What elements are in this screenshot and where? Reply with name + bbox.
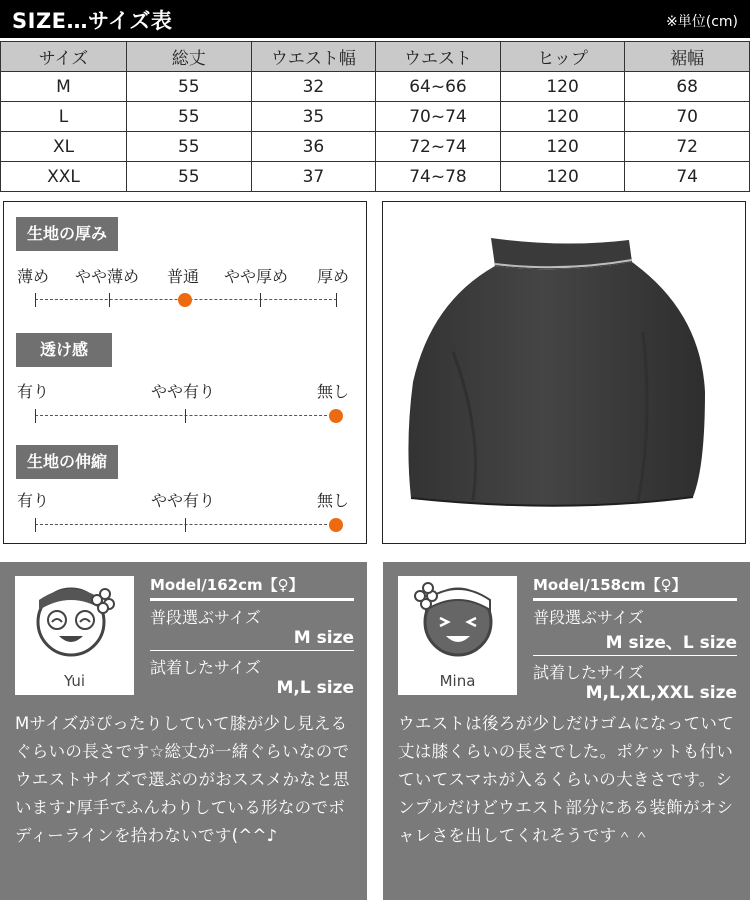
table-cell: 55 xyxy=(127,72,252,102)
scale-tick xyxy=(35,409,36,423)
scale-tick xyxy=(109,293,110,307)
model-comment-yui: Mサイズがぴったりしていて膝が少し見えるぐらいの長さです☆総丈が一緒ぐらいなのでウエストサイズで選ぶのがおススメかなと思います♪厚手でふんわりしている形なのでボディーラインを拾わないです(^^♪ xyxy=(15,714,350,845)
unit-note: ※単位(cm) xyxy=(666,14,738,30)
model-comment-mina: ウエストは後ろが少しだけゴムになっていて丈は膝くらいの長さでした。ポケットも付いていてスマホが入るくらいの大きさです。シンプルだけどウエスト部分にある装飾がオシャレさを出してくれそうです＾＾ xyxy=(398,714,734,845)
table-cell: 36 xyxy=(251,132,376,162)
table-cell: 120 xyxy=(500,132,625,162)
table-cell: 120 xyxy=(500,72,625,102)
table-cell: 55 xyxy=(127,162,252,192)
scale-tick xyxy=(185,409,186,423)
table-row xyxy=(1,162,750,192)
usual-size-label: 普段選ぶサイズ xyxy=(533,608,644,627)
table-cell: 55 xyxy=(127,132,252,162)
winking-face-icon xyxy=(398,576,517,676)
table-cell: 72~74 xyxy=(376,132,501,162)
thickness-option-slightly-thin: やや薄め xyxy=(75,267,140,286)
table-cell: 64~66 xyxy=(376,72,501,102)
model-panel-mina xyxy=(383,562,750,900)
table-row xyxy=(1,132,750,162)
tried-size-row xyxy=(533,656,737,705)
stretch-option-somewhat: やや有り xyxy=(151,491,216,510)
thickness-option-normal: 普通 xyxy=(167,267,200,286)
sheerness-indicator-dot xyxy=(329,409,343,423)
table-cell: XXL xyxy=(1,162,127,192)
usual-size-row xyxy=(150,601,354,651)
tried-size-row xyxy=(150,651,354,700)
sheerness-option-none: 無し xyxy=(317,382,350,401)
thickness-option-slightly-thick: やや厚め xyxy=(224,267,289,286)
scale-tick xyxy=(35,518,36,532)
sheerness-option-yes: 有り xyxy=(17,382,50,401)
model-name-mina: Mina xyxy=(439,672,476,690)
header-cell-length: 総丈 xyxy=(127,42,252,72)
smiling-face-icon xyxy=(15,576,134,676)
model-info-yui xyxy=(150,574,354,700)
sheerness-label: 透け感 xyxy=(16,333,112,367)
usual-size-row xyxy=(533,601,737,656)
stretch-indicator-dot xyxy=(329,518,343,532)
stretch-option-yes: 有り xyxy=(17,491,50,510)
scale-tick xyxy=(35,293,36,307)
tried-size-value: M,L size xyxy=(276,678,354,698)
stretch-option-none: 無し xyxy=(317,491,350,510)
table-cell: 37 xyxy=(251,162,376,192)
skirt-image xyxy=(383,202,745,543)
size-table xyxy=(0,41,750,192)
thickness-option-thin: 薄め xyxy=(17,267,50,286)
size-table-header-row xyxy=(1,42,750,72)
sheerness-option-somewhat: やや有り xyxy=(151,382,216,401)
header-cell-waist: ウエスト xyxy=(376,42,501,72)
header-cell-waist-width: ウエスト幅 xyxy=(251,42,376,72)
table-row xyxy=(1,102,750,132)
table-cell: 32 xyxy=(251,72,376,102)
scale-tick xyxy=(260,293,261,307)
usual-size-label: 普段選ぶサイズ xyxy=(150,608,261,627)
table-cell: 70~74 xyxy=(376,102,501,132)
model-title-yui: Model/162cm【♀】 xyxy=(150,574,354,601)
stretch-label: 生地の伸縮 xyxy=(16,445,118,479)
model-title-mina: Model/158cm【♀】 xyxy=(533,574,737,601)
table-cell: 72 xyxy=(625,132,750,162)
table-cell: 70 xyxy=(625,102,750,132)
stretch-scale-line xyxy=(35,524,337,525)
usual-size-value: M size xyxy=(293,628,354,648)
model-name-yui: Yui xyxy=(63,672,86,690)
table-cell: 35 xyxy=(251,102,376,132)
thickness-label: 生地の厚み xyxy=(16,217,118,251)
table-cell: M xyxy=(1,72,127,102)
fabric-characteristics-panel xyxy=(3,201,367,544)
model-panel-yui xyxy=(0,562,367,900)
thickness-option-thick: 厚め xyxy=(317,267,350,286)
table-cell: 120 xyxy=(500,162,625,192)
table-cell: 74 xyxy=(625,162,750,192)
table-cell: L xyxy=(1,102,127,132)
header-cell-hem-width: 裾幅 xyxy=(625,42,750,72)
table-cell: 55 xyxy=(127,102,252,132)
tried-size-value: M,L,XL,XXL size xyxy=(585,683,737,703)
product-photo xyxy=(382,201,746,544)
thickness-indicator-dot xyxy=(178,293,192,307)
model-avatar-yui xyxy=(15,576,134,695)
table-row xyxy=(1,72,750,102)
header-cell-size: サイズ xyxy=(1,42,127,72)
model-info-mina xyxy=(533,574,737,705)
table-cell: 120 xyxy=(500,102,625,132)
size-chart-header xyxy=(0,0,750,38)
header-cell-hip: ヒップ xyxy=(500,42,625,72)
sheerness-scale-line xyxy=(35,415,337,416)
table-cell: XL xyxy=(1,132,127,162)
usual-size-value: M size、L size xyxy=(605,633,737,653)
size-chart-title: SIZE…サイズ表 xyxy=(12,9,173,33)
table-cell: 68 xyxy=(625,72,750,102)
tried-size-label: 試着したサイズ xyxy=(533,663,644,682)
tried-size-label: 試着したサイズ xyxy=(150,658,261,677)
table-cell: 74~78 xyxy=(376,162,501,192)
scale-tick xyxy=(185,518,186,532)
model-avatar-mina xyxy=(398,576,517,695)
scale-tick xyxy=(336,293,337,307)
